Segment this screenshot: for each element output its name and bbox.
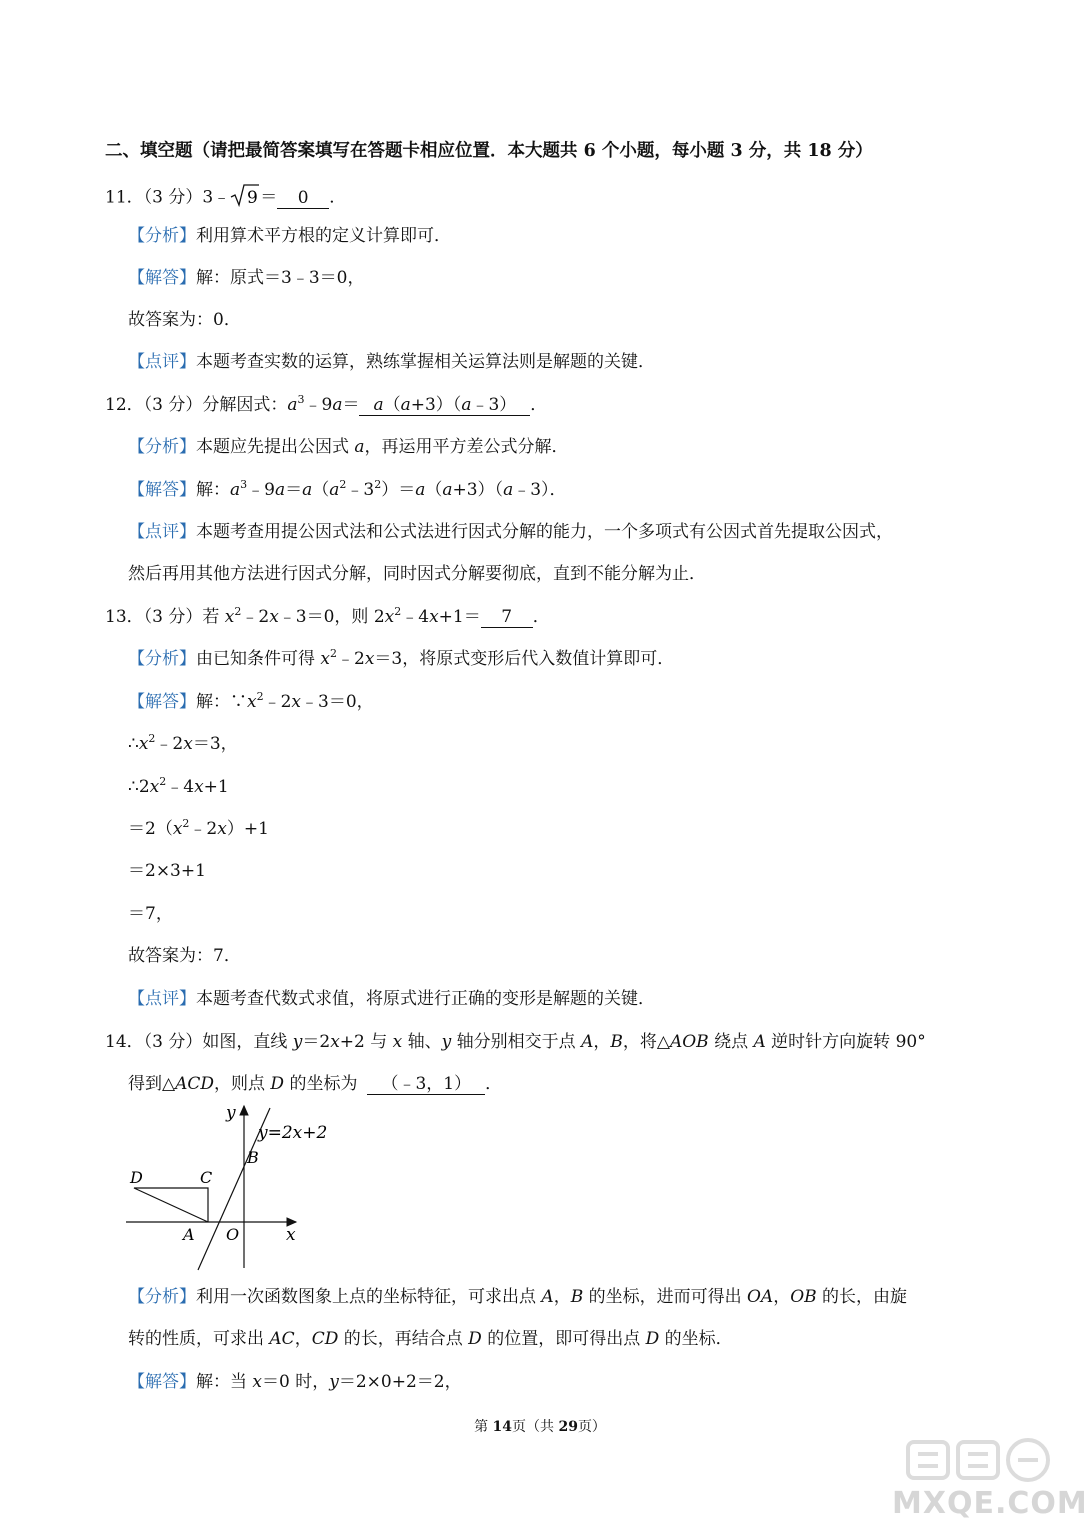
label-d: D — [130, 1168, 143, 1187]
comment-line: 【点评】本题考查用提公因式法和公式法进行因式分解的能力，一个多项式有公因式首先提取公因式， — [128, 522, 893, 542]
solution-step: ＝7， — [128, 904, 173, 924]
coordinate-figure — [120, 1100, 328, 1275]
label-line: y=2x+2 — [258, 1123, 328, 1143]
answer-blank: 0 — [277, 188, 329, 209]
analysis-line: 【分析】由已知条件可得 $x^2﹣2x=3$，将原式变形后代入数值计算即可． — [128, 647, 675, 669]
triangle-acd — [134, 1188, 208, 1222]
solution-step: $=2(x^2﹣2x)+1$ — [128, 817, 269, 839]
answer-blank: a（a+3）（a﹣3） — [359, 395, 530, 416]
answer-line: 故答案为：0． — [128, 310, 241, 330]
analysis-line: 【分析】本题应先提出公因式 a，再运用平方差公式分解． — [128, 437, 569, 457]
analysis-line: 【分析】利用一次函数图象上点的坐标特征，可求出点 A，B 的坐标，进而可得出 OA，OB 的长，由旋 — [128, 1287, 908, 1307]
question-11: 11．（3 分）3﹣ 9 ＝ 0 ． — [105, 183, 346, 213]
section-heading: 二、填空题（请把最简答案填写在答题卡相应位置．本大题共 6 个小题，每小题 3 分，共 18 分） — [105, 141, 873, 161]
watermark-text: MXQE.COM — [892, 1486, 1088, 1521]
solution-step: $\therefore 2x^2﹣4x+1$ — [128, 775, 229, 797]
analysis-tag: 【分析】 — [128, 437, 196, 457]
solution-line: 【解答】解：当 x＝0 时，y＝2×0+2＝2， — [128, 1372, 462, 1392]
comment-tag: 【点评】 — [128, 989, 196, 1009]
analysis-tag: 【分析】 — [128, 649, 196, 669]
comment-tag: 【点评】 — [128, 352, 196, 372]
watermark-logo — [906, 1436, 1056, 1482]
question-number: 13．（3 分） — [105, 607, 203, 627]
answer-blank: （﹣3，1） — [367, 1074, 485, 1095]
answer-blank: 7 — [481, 607, 533, 628]
comment-tag: 【点评】 — [128, 522, 196, 542]
analysis-tag: 【分析】 — [128, 226, 196, 246]
label-x: x — [286, 1225, 296, 1245]
question-number: 14．（3 分） — [105, 1032, 203, 1052]
question-number: 11．（3 分） — [105, 187, 203, 208]
question-12: 12．（3 分）分解因式：$a^3﹣9a=$ a（a+3）（a﹣3） ． — [105, 393, 548, 415]
page-footer: 第 14页（共 29页） — [474, 1419, 606, 1435]
solution-tag: 【解答】 — [128, 1372, 196, 1392]
question-13: 13．（3 分）若 $x^2﹣2x﹣3=0$，则 $2x^2﹣4x+1= 7$ ． — [105, 605, 550, 627]
solution-step: ＝2×3+1 — [128, 861, 206, 881]
label-o: O — [226, 1225, 240, 1244]
answer-line: 故答案为：7． — [128, 946, 241, 966]
solution-line: 【解答】解：$a^3﹣9a=a(a^2﹣3^2)=a(a+3)(a﹣3)$． — [128, 478, 567, 500]
solution-line: 【解答】解：原式＝3﹣3＝0， — [128, 268, 365, 288]
analysis-line-2: 转的性质，可求出 AC，CD 的长，再结合点 D 的位置，即可得出点 D 的坐标． — [128, 1329, 733, 1349]
solution-line: 【解答】解：$\because x^2﹣2x﹣3=0$， — [128, 690, 374, 712]
label-y: y — [226, 1103, 236, 1123]
label-c: C — [200, 1168, 213, 1187]
question-number: 12．（3 分） — [105, 395, 203, 415]
radicand: 9 — [247, 188, 259, 208]
comment-line-2: 然后再用其他方法进行因式分解，同时因式分解要彻底，直到不能分解为止． — [128, 564, 706, 584]
solution-tag: 【解答】 — [128, 268, 196, 288]
analysis-tag: 【分析】 — [128, 1287, 196, 1307]
comment-line: 【点评】本题考查代数式求值，将原式进行正确的变形是解题的关键． — [128, 989, 655, 1009]
comment-line: 【点评】本题考查实数的运算，熟练掌握相关运算法则是解题的关键． — [128, 352, 655, 372]
question-14: 14．（3 分）如图，直线 y＝2x+2 与 x 轴、y 轴分别相交于点 A，B，将△AOB 绕点 A 逆时针方向旋转 90° — [105, 1032, 926, 1052]
solution-tag: 【解答】 — [128, 692, 196, 712]
sqrt-radical — [230, 183, 260, 213]
solution-step: $\therefore x^2﹣2x=3$， — [128, 732, 238, 754]
label-a: A — [183, 1225, 195, 1244]
label-b: B — [247, 1148, 259, 1167]
analysis-line: 【分析】利用算术平方根的定义计算即可． — [128, 226, 451, 246]
solution-tag: 【解答】 — [128, 480, 196, 500]
question-14-line-2: 得到△ACD，则点 D 的坐标为 （﹣3，1） ． — [128, 1074, 503, 1094]
